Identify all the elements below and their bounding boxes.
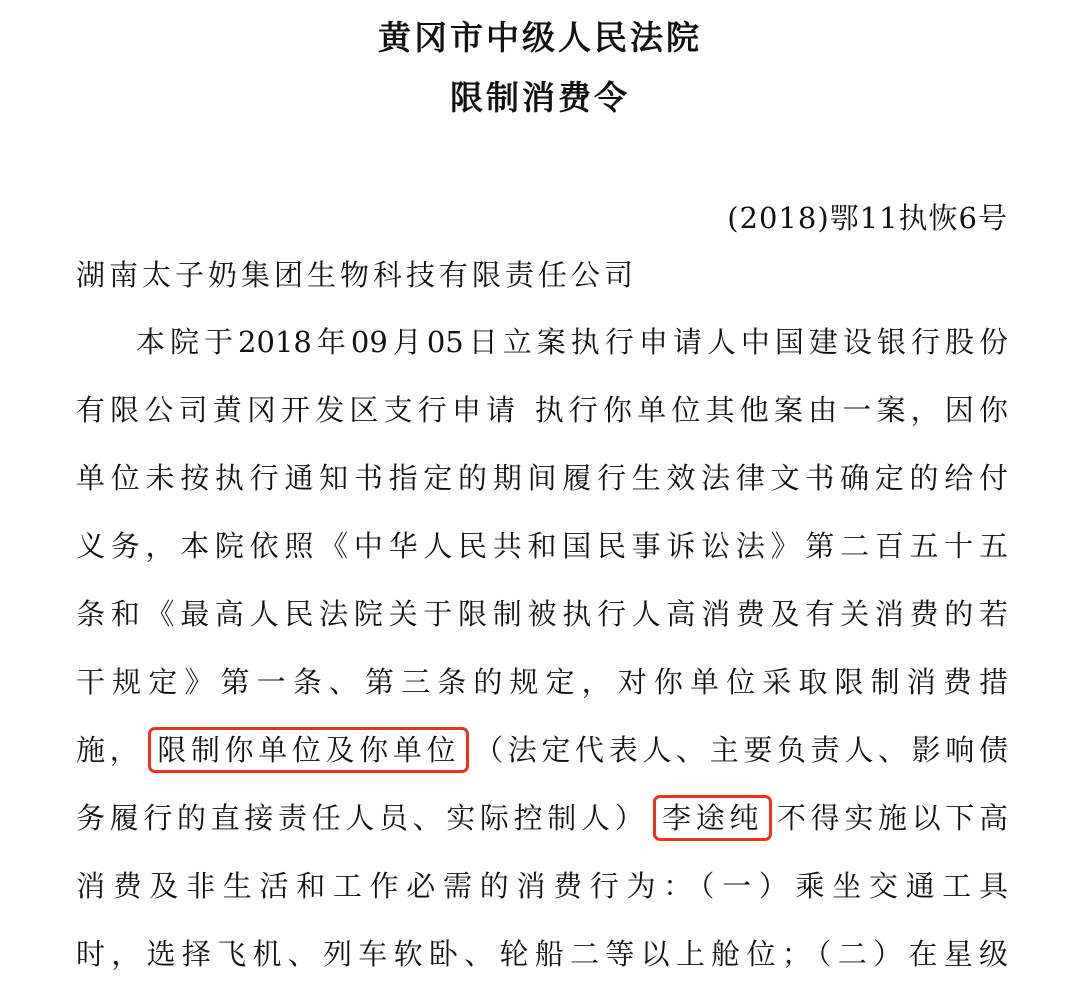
document-type-title: 限制消费令 — [450, 78, 630, 117]
body-line-3: 单位未按执行通知书指定的期间履行生效法律文书确定的给付 — [76, 461, 1008, 495]
body-line-5: 条和《最高人民法院关于限制被执行人高消费及有关消费的若 — [76, 597, 1008, 631]
body-line-4: 义务，本院依照《中华人民共和国民事诉讼法》第二百五十五 — [76, 529, 1008, 563]
line-8-start: 务履行的直接责任人员、实际控制人） — [76, 801, 649, 835]
case-number: (2018)鄂11执恢6号 — [727, 201, 1008, 235]
body-line-7 — [76, 730, 1008, 770]
body-line-2: 有限公司黄冈开发区支行申请 执行你单位其他案由一案，因你 — [76, 393, 1008, 427]
highlight-box-restriction: 限制你单位及你单位 — [148, 727, 469, 773]
highlight-box-person-name: 李途纯 — [653, 795, 772, 841]
body-line-8 — [76, 798, 1008, 838]
court-name: 黄冈市中级人民法院 — [378, 18, 702, 57]
body-line-1: 本院于2018年09月05日立案执行申请人中国建设银行股份 — [136, 325, 1008, 359]
line-7-start: 施， — [76, 733, 144, 767]
line-8-end: 不得实施以下高 — [777, 801, 1008, 835]
addressee: 湖南太子奶集团生物科技有限责任公司 — [76, 258, 638, 292]
body-line-6: 干规定》第一条、第三条的规定，对你单位采取限制消费措 — [76, 665, 1008, 699]
body-line-9: 消费及非生活和工作必需的消费行为：（一）乘坐交通工具 — [76, 869, 1008, 903]
body-line-10: 时，选择飞机、列车软卧、轮船二等以上舱位；（二）在星级 — [76, 937, 1008, 971]
line-7-end: （法定代表人、主要负责人、影响债 — [474, 733, 1008, 767]
